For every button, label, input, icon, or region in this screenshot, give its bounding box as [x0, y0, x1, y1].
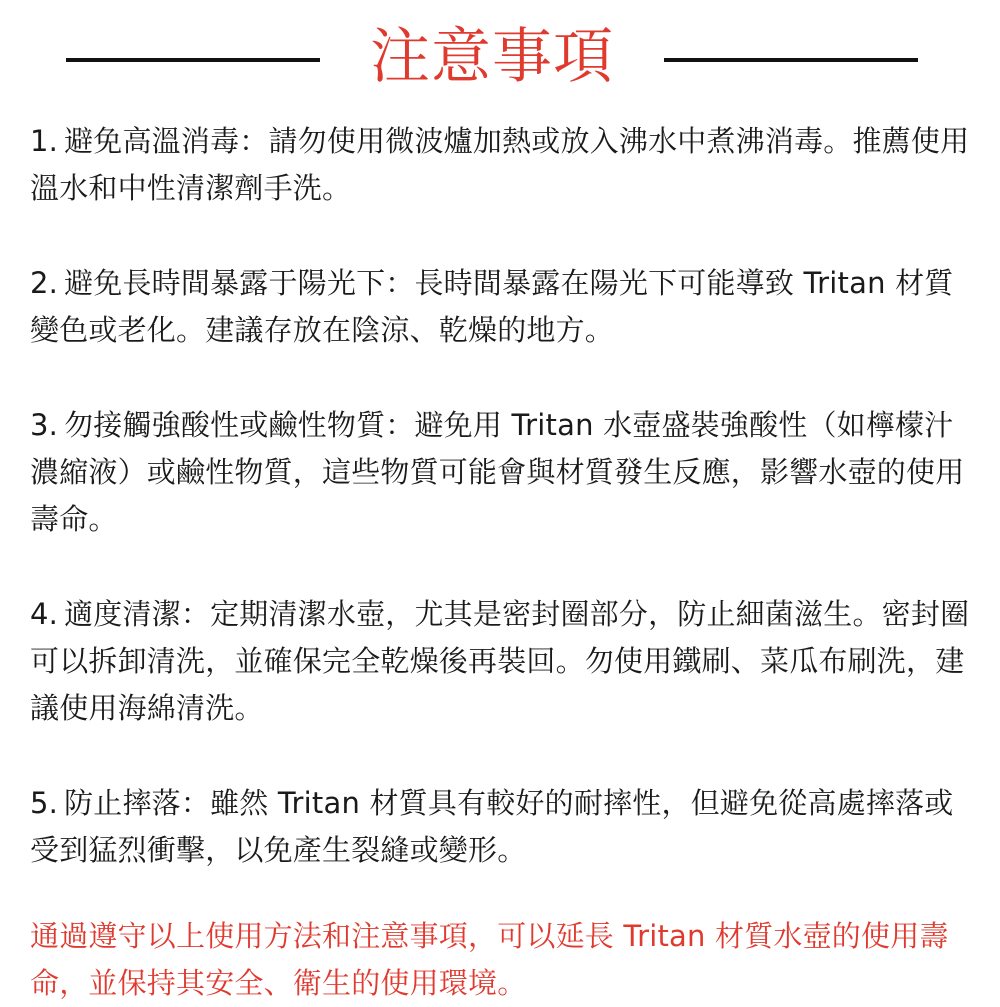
- page-title: 注意事項: [370, 22, 614, 92]
- note-text: 適度清潔：定期清潔水壺，尤其是密封圈部分，防止細菌滋生。密封圈可以拆卸清洗，並確保完全乾燥後再裝回。勿使用鐵刷、菜瓜布刷洗，建議使用海綿清洗。: [30, 597, 970, 725]
- note-text: 防止摔落：雖然 Tritan 材質具有較好的耐摔性，但避免從高處摔落或受到猛烈衝擊，以免產生裂縫或變形。: [30, 786, 954, 867]
- note-text: 勿接觸強酸性或鹼性物質：避免用 Tritan 水壺盛裝強酸性（如檸檬汁濃縮液）或鹼性物質，這些物質可能會與材質發生反應，影響水壺的使用壽命。: [30, 408, 965, 536]
- page-header: [0, 14, 1000, 104]
- note-number: 5.: [30, 786, 59, 820]
- note-item-1: [30, 118, 980, 212]
- note-number: 3.: [30, 408, 59, 442]
- note-number: 2.: [30, 266, 59, 300]
- note-number: 4.: [30, 597, 59, 631]
- note-text: 避免高溫消毒：請勿使用微波爐加熱或放入沸水中煮沸消毒。推薦使用溫水和中性清潔劑手洗。: [30, 124, 970, 205]
- note-text: 避免長時間暴露于陽光下：長時間暴露在陽光下可能導致 Tritan 材質變色或老化。建議存放在陰涼、乾燥的地方。: [30, 266, 954, 347]
- note-number: 1.: [30, 124, 59, 158]
- note-item-4: [30, 591, 980, 732]
- note-item-3: [30, 402, 980, 543]
- notes-list: [30, 118, 980, 922]
- header-divider-left: [66, 58, 320, 62]
- conclusion-text: 通過遵守以上使用方法和注意事項，可以延長 Tritan 材質水壺的使用壽命，並保持其安全、衛生的使用環境。: [30, 919, 949, 1000]
- note-item-5: [30, 780, 980, 874]
- note-item-2: [30, 260, 980, 354]
- header-divider-right: [664, 58, 918, 62]
